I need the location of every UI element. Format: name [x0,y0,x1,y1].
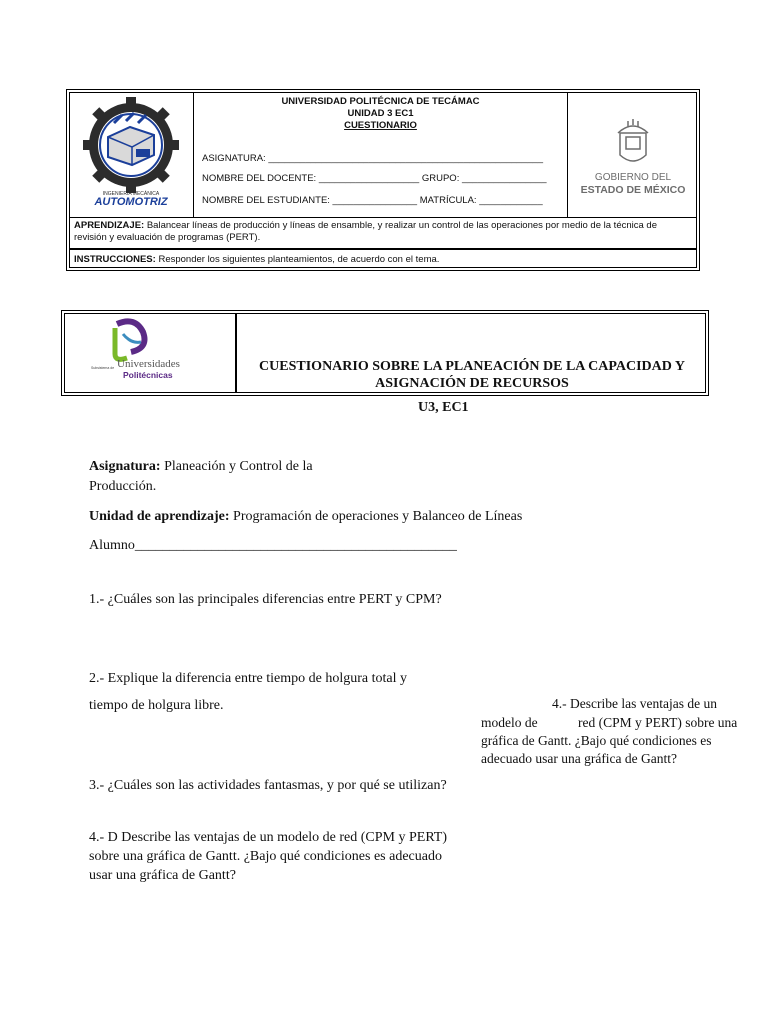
aprendizaje-text: Balancear líneas de producción y líneas de ensamble, y realizar un control de las operaciones por medio de la técnica de revisión y evaluación de programas (PERT). [74,220,657,243]
question-2-line1: 2.- Explique la diferencia entre tiempo de holgura total y [89,671,407,686]
side-q4-line3: gráfica de Gantt. ¿Bajo qué condiciones es [481,733,712,748]
aprendizaje-row [70,217,696,247]
title-line1: CUESTIONARIO SOBRE LA PLANEACIÓN DE LA CAPACIDAD Y [259,359,685,374]
header-table [66,89,700,271]
instrucciones-text: Responder los siguientes planteamientos, de acuerdo con el tema. [155,254,440,265]
question-4-line2: sobre una gráfica de Gantt. ¿Bajo qué condiciones es adecuado [89,849,442,864]
unidad-value: Programación de operaciones y Balanceo de Líneas [229,509,523,524]
unidad-line [89,507,522,527]
unit-label: UNIDAD 3 EC1 [347,108,414,119]
automotriz-logo-cell [70,93,194,217]
header-center [194,93,568,217]
up-logo-cell [65,314,237,392]
questionnaire-title [239,314,705,392]
question-4-line3: usar una gráfica de Gantt? [89,868,236,883]
question-1: 1.- ¿Cuáles son las principales diferencias entre PERT y CPM? [89,592,442,607]
question-4-line1: 4.- D Describe las ventajas de un modelo de red (CPM y PERT) [89,830,448,845]
up-line1: Universidades [117,358,180,370]
asignatura-value-cont: Producción. [89,479,157,494]
asignatura-field[interactable]: ASIGNATURA: ____________________________________________________ [202,153,544,164]
alumno-field[interactable]: Alumno______________________________________________ [89,538,457,553]
side-q4-line2a: modelo de [481,715,538,730]
title-line2: ASIGNACIÓN DE RECURSOS [375,376,569,391]
automotriz-logo [70,93,192,215]
gobierno-line2: ESTADO DE MÉXICO [580,184,686,196]
universidades-politecnicas-logo [65,314,235,394]
instrucciones-row [70,248,696,267]
question-3: 3.- ¿Cuáles son las actividades fantasmas, y por qué se utilizan? [89,778,447,793]
side-q4-line4: adecuado usar una gráfica de Gantt? [481,751,678,766]
logo-small-text: INGENIERÍA MECÁNICA [102,191,160,197]
side-q4-line2b: red (CPM y PERT) sobre una [578,715,738,730]
gobierno-logo-cell [568,93,696,217]
question-2-line2: tiempo de holgura libre. [89,698,224,713]
logo-automotriz-text: AUTOMOTRIZ [94,196,168,208]
side-q4-line1: 4.- Describe las ventajas de un [552,696,717,711]
asignatura-line [89,457,313,477]
gobierno-logo [568,93,698,215]
asignatura-label: Asignatura: [89,459,161,474]
unidad-label: Unidad de aprendizaje: [89,509,230,524]
up-small-text: Subsistema de [91,366,115,370]
aprendizaje-label: APRENDIZAJE: [74,220,145,231]
university-name: UNIVERSIDAD POLITÉCNICA DE TECÁMAC [281,96,480,107]
asignatura-value: Planeación y Control de la [160,459,313,474]
instrucciones-label: INSTRUCCIONES: [74,254,156,265]
up-line2: Politécnicas [123,370,173,380]
questionnaire-header [61,310,709,396]
doc-type: CUESTIONARIO [344,120,417,131]
docente-field[interactable]: NOMBRE DEL DOCENTE: ___________________ GRUPO: ________________ [202,173,547,184]
subtitle: U3, EC1 [418,400,469,415]
gobierno-line1: GOBIERNO DEL [594,172,672,183]
estudiante-field[interactable]: NOMBRE DEL ESTUDIANTE: ________________ MATRÍCULA: ____________ [202,195,543,206]
